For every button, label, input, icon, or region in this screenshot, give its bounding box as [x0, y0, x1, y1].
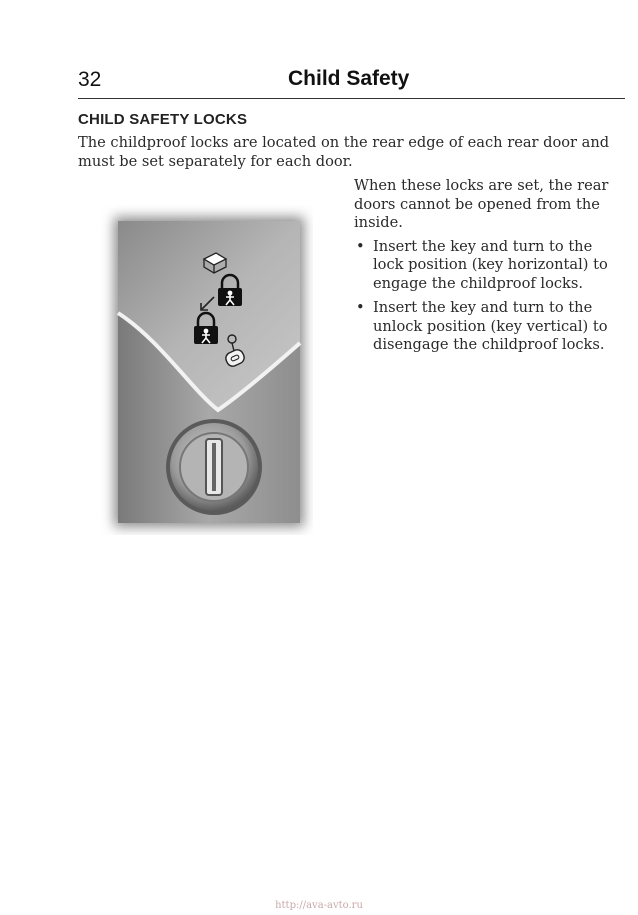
bullet-marker: • — [356, 237, 365, 255]
page-number: 32 — [78, 68, 102, 91]
section-title: CHILD SAFETY LOCKS — [78, 111, 248, 128]
body-paragraph: When these locks are set, the rear doors cannot be opened from the inside. — [354, 177, 609, 231]
list-item-text: Insert the key and turn to the lock position (key horizontal) to engage the childproof locks. — [373, 237, 608, 292]
lock-knob — [166, 419, 262, 515]
bullet-marker: • — [356, 299, 365, 316]
intro-paragraph: The childproof locks are located on the rear edge of each rear door and must be set separately for each door. — [78, 134, 610, 170]
list-item — [354, 299, 622, 355]
chapter-title: Child Safety — [288, 67, 410, 90]
child-lock-illustration — [100, 205, 313, 535]
bullet-list — [354, 238, 622, 355]
footer-watermark[interactable]: http://ava-avto.ru — [275, 900, 363, 911]
list-item-text: Insert the key and turn to the unlock position (key vertical) to disengage the childproof locks. — [373, 299, 608, 353]
instructions-column — [354, 177, 622, 361]
door-edge-drawing — [100, 205, 313, 535]
list-item — [354, 238, 622, 294]
page-header — [78, 66, 625, 99]
